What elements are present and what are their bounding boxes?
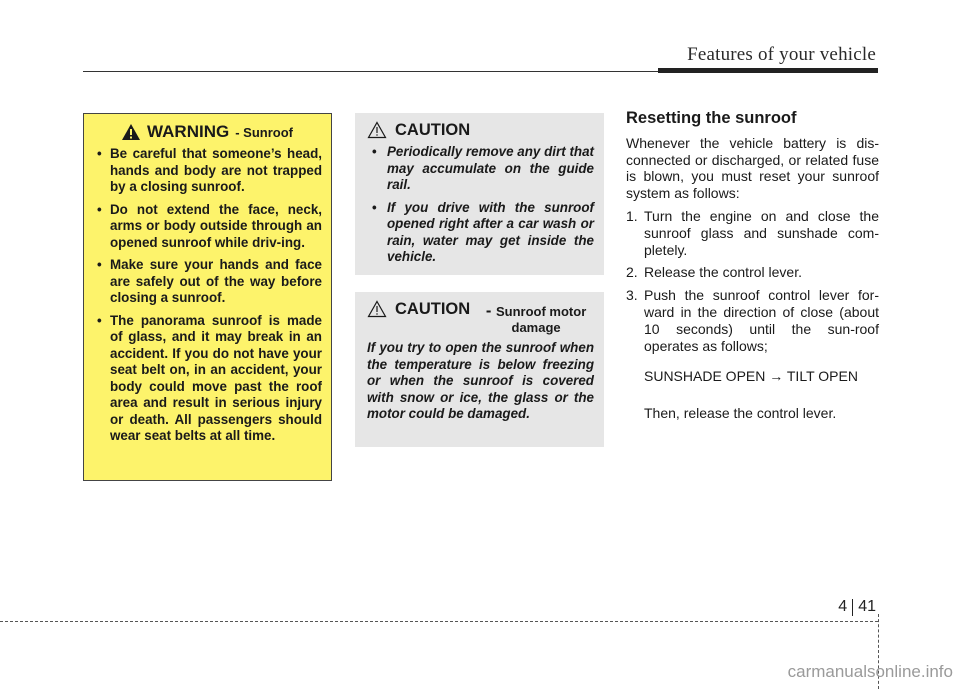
caution-triangle-icon [367,121,387,139]
warning-subtitle: - Sunroof [235,124,293,140]
header-rule-accent [658,68,878,73]
caution-item: • Periodically remove any dirt that may accumulate on the guide rail. [367,144,594,194]
caution-dash: - [485,302,496,320]
warning-item: • Make sure your hands and face are safely out of the way before closing a sunroof. [92,257,322,307]
step-number: 1. [626,207,638,224]
caution-triangle-icon [367,300,387,318]
reset-section [626,110,879,422]
reset-sequence: SUNSHADE OPEN → TILT OPEN [644,368,858,385]
caution-title: CAUTION [395,300,471,318]
reset-step [626,264,879,281]
reset-then: Then, release the control lever. [644,405,837,422]
header-rule [83,71,658,72]
step-number: 3. [626,287,638,304]
page-number-divider [852,599,853,616]
warning-item: • Be careful that someone’s head, hands and body are not trapped by a closing sunroof. [92,146,322,196]
reset-steps [626,208,879,354]
caution-item: • If you drive with the sunroof opened right after a car wash or rain, water may get inside the vehicle. [367,200,594,266]
caution-subtitle-text: Sunroof motor damage [496,304,587,335]
warning-title: WARNING [147,122,230,141]
footer-dashed-rule [0,621,878,622]
step-text: Release the control lever. [644,264,802,281]
section-title: Features of your vehicle [687,44,876,65]
watermark: carmanualsonline.info [787,662,953,681]
page-number [838,598,876,616]
reset-heading: Resetting the sunroof [626,109,797,127]
caution-header [367,300,594,336]
step-text: Turn the engine on and close the sunroof glass and sunshade com-pletely. [644,207,879,258]
warning-triangle-icon [121,123,141,141]
warning-item: • The panorama sunroof is made of glass, and it may break in an accident. If you do not have your seat belt on, in an accident, your body could move past the roof area and result in serious injury or death. All passengers should wear seat belts at all time. [92,313,322,445]
step-number: 2. [626,264,638,281]
reset-intro: Whenever the vehicle battery is dis-connected or discharged, or related fuse is blown, you must reset your sunroof system as follows: [626,134,879,202]
warning-list [92,146,322,445]
caution-header [367,121,594,140]
warning-box [83,113,332,481]
reset-step [626,287,879,354]
step-text: Push the sunroof control lever for-ward in the direction of close (about 10 seconds) until the sun-roof operates as follows; [644,287,879,354]
caution-box-guide-rail [355,113,604,275]
caution-body: If you try to open the sunroof when the temperature is below freezing or when the sunroof is covered with snow or ice, the glass or the motor could be damaged. [367,340,594,421]
caution-subtitle [478,300,594,336]
warning-header [92,122,322,142]
caution-box-motor-damage [355,292,604,447]
caution-list [367,144,594,266]
caution-title: CAUTION [395,121,471,139]
reset-step [626,208,879,258]
chapter-number: 4 [838,598,848,615]
page-number-value: 41 [858,598,876,615]
warning-item: • Do not extend the face, neck, arms or body outside through an opened sunroof while driv-ing. [92,202,322,252]
